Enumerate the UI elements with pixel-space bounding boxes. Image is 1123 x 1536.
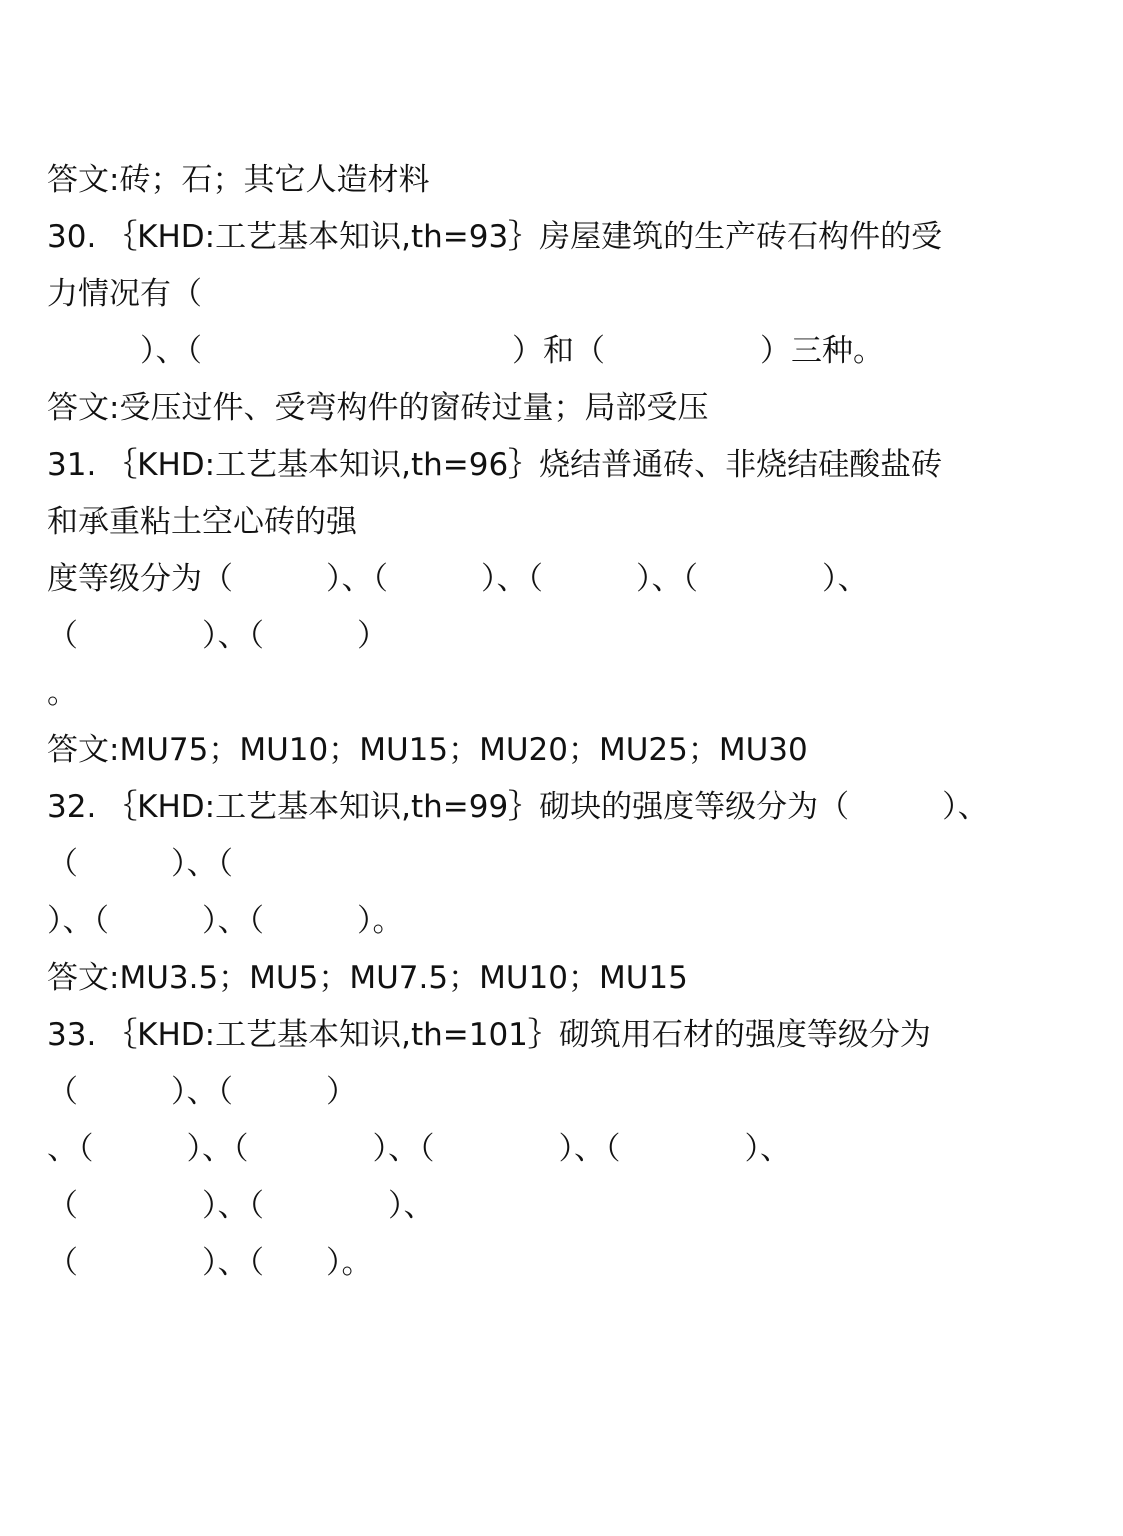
question-33-line-1: 33. ｛KHD:工艺基本知识,th=101｝砌筑用石材的强度等级分为 [47, 1017, 931, 1053]
question-30-line-1: 30. ｛KHD:工艺基本知识,th=93｝房屋建筑的生产砖石构件的受 [47, 219, 943, 255]
question-33-line-2: （ ）、（ ） [47, 1074, 357, 1110]
question-31-line-1: 31. ｛KHD:工艺基本知识,th=96｝烧结普通砖、非烧结硅酸盐砖 [47, 447, 943, 483]
question-31-line-3: 度等级分为（ ）、（ ）、（ ）、（ ）、 [47, 561, 869, 597]
question-33-line-4: （ ）、（ ）、 [47, 1188, 435, 1224]
question-33-line-5: （ ）、（ ）。 [47, 1245, 373, 1281]
answer-30: 答文:受压过件、受弯构件的窗砖过量；局部受压 [47, 390, 709, 426]
question-30-line-2: 力情况有（ [47, 276, 202, 312]
answer-29: 答文:砖；石；其它人造材料 [47, 162, 430, 198]
question-32-line-2: （ ）、（ [47, 846, 233, 882]
question-31-line-4: （ ）、（ ） [47, 618, 388, 654]
answer-32: 答文:MU3.5；MU5；MU7.5；MU10；MU15 [47, 960, 688, 996]
question-31-line-2: 和承重粘土空心砖的强 [47, 504, 357, 540]
question-32-line-3: ）、（ ）、（ ）。 [47, 903, 404, 939]
answer-31: 答文:MU75；MU10；MU15；MU20；MU25；MU30 [47, 732, 808, 768]
question-33-line-3: 、（ ）、（ ）、（ ）、（ ）、 [47, 1131, 791, 1167]
question-32-line-1: 32. ｛KHD:工艺基本知识,th=99｝砌块的强度等级分为（ ）、 [47, 789, 989, 825]
question-30-line-3: ）、（ ）和（ ）三种。 [47, 333, 884, 369]
question-31-line-5: 。 [47, 675, 78, 711]
